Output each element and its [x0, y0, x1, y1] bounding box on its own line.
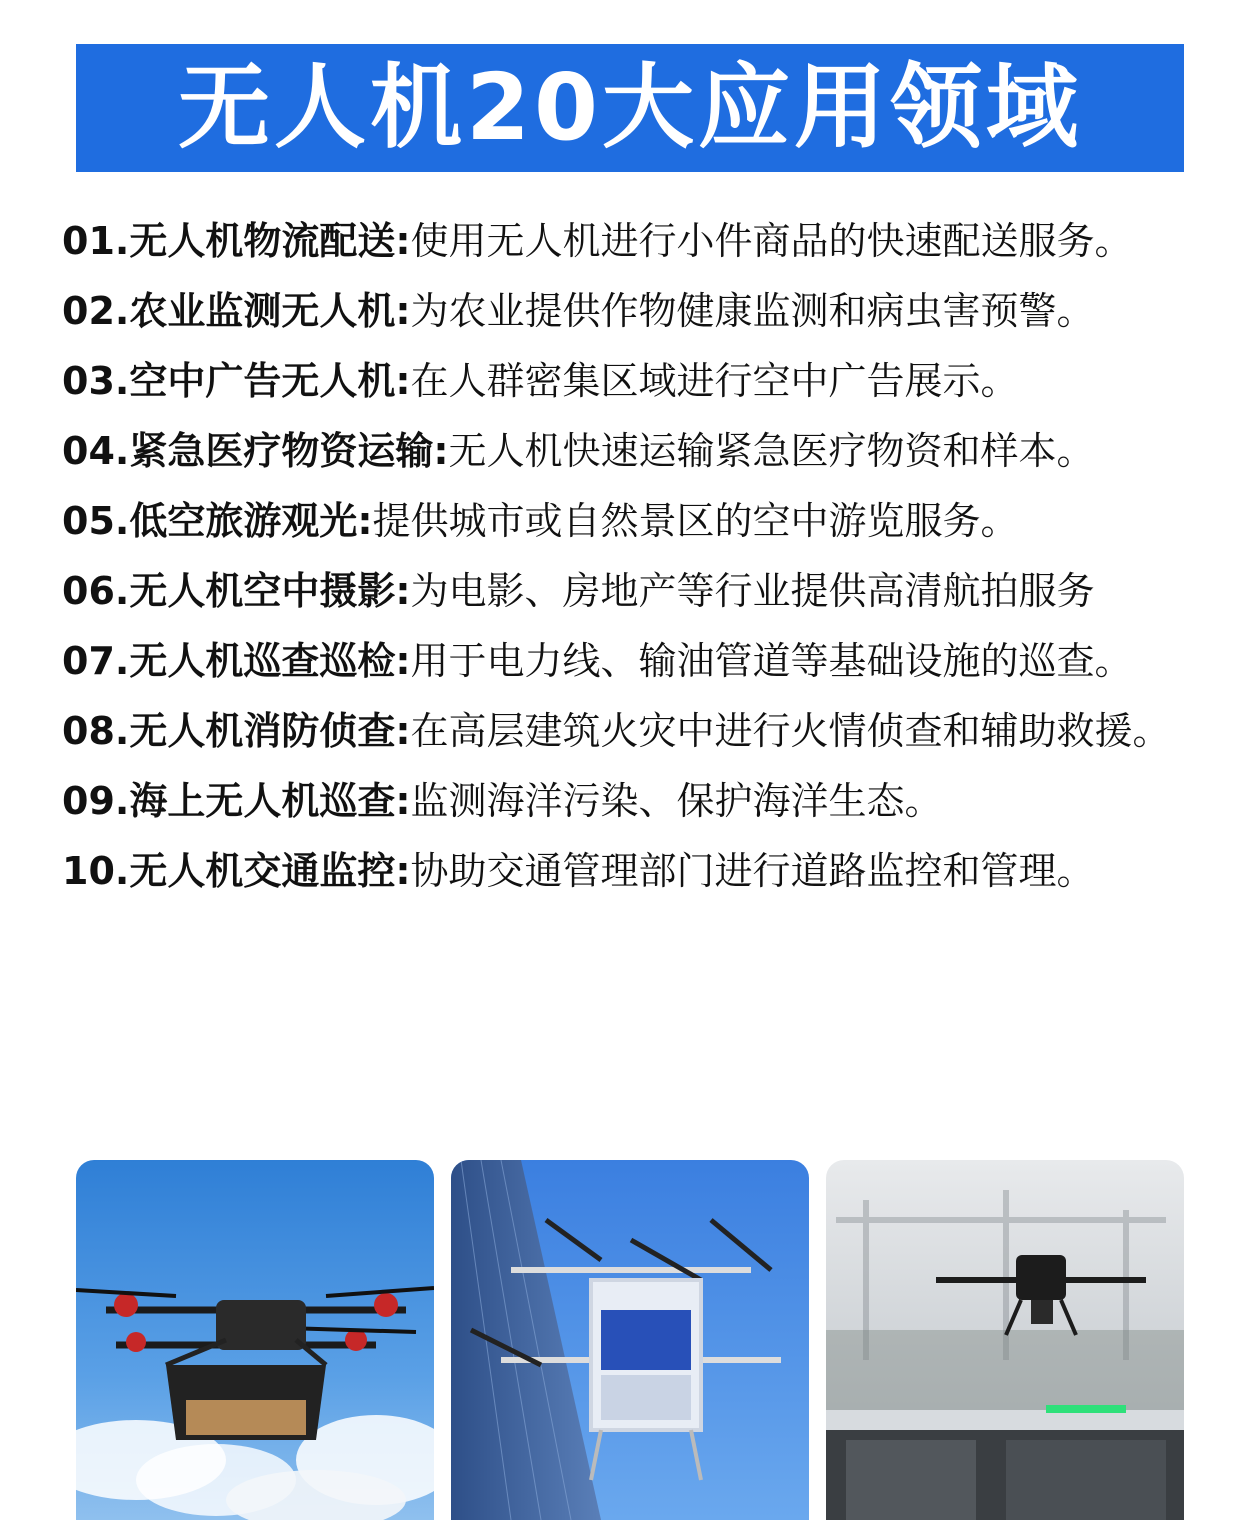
list-item	[62, 206, 1202, 276]
delivery-drone-image	[76, 1160, 434, 1520]
item-description: 在人群密集区域进行空中广告展示。	[410, 359, 1019, 403]
item-heading: 07.无人机巡查巡检:	[62, 639, 411, 683]
item-heading: 06.无人机空中摄影:	[62, 569, 411, 613]
item-heading: 02.农业监测无人机:	[62, 289, 411, 333]
item-heading: 10.无人机交通监控:	[62, 849, 411, 893]
item-description: 协助交通管理部门进行道路监控和管理。	[410, 849, 1095, 893]
item-description: 为农业提供作物健康监测和病虫害预警。	[410, 289, 1095, 333]
list-item	[62, 346, 1202, 416]
list-item	[62, 416, 1202, 486]
list-item	[62, 836, 1202, 906]
item-description: 在高层建筑火灾中进行火情侦查和辅助救援。	[410, 709, 1171, 753]
delivery-drone-photo	[76, 1160, 434, 1520]
item-heading: 03.空中广告无人机:	[62, 359, 411, 403]
item-description: 为电影、房地产等行业提供高清航拍服务	[410, 569, 1095, 613]
list-item	[62, 276, 1202, 346]
item-description: 监测海洋污染、保护海洋生态。	[410, 779, 943, 823]
list-item	[62, 556, 1202, 626]
item-heading: 09.海上无人机巡查:	[62, 779, 411, 823]
item-description: 用于电力线、输油管道等基础设施的巡查。	[410, 639, 1133, 683]
item-heading: 01.无人机物流配送:	[62, 219, 411, 263]
item-description: 使用无人机进行小件商品的快速配送服务。	[410, 219, 1133, 263]
list-item	[62, 766, 1202, 836]
application-list	[62, 206, 1202, 906]
list-item	[62, 626, 1202, 696]
photo-row	[76, 1160, 1184, 1520]
item-heading: 05.低空旅游观光:	[62, 499, 373, 543]
inspection-drone-image	[826, 1160, 1184, 1520]
list-item	[62, 696, 1202, 766]
inspection-drone-photo	[826, 1160, 1184, 1520]
item-description: 提供城市或自然景区的空中游览服务。	[372, 499, 1019, 543]
title-banner	[76, 44, 1184, 172]
page-title: 无人机20大应用领域	[177, 54, 1083, 161]
cargo-drone-photo	[451, 1160, 809, 1520]
item-heading: 04.紧急医疗物资运输:	[62, 429, 449, 473]
item-heading: 08.无人机消防侦查:	[62, 709, 411, 753]
cargo-drone-image	[451, 1160, 809, 1520]
item-description: 无人机快速运输紧急医疗物资和样本。	[448, 429, 1095, 473]
list-item	[62, 486, 1202, 556]
